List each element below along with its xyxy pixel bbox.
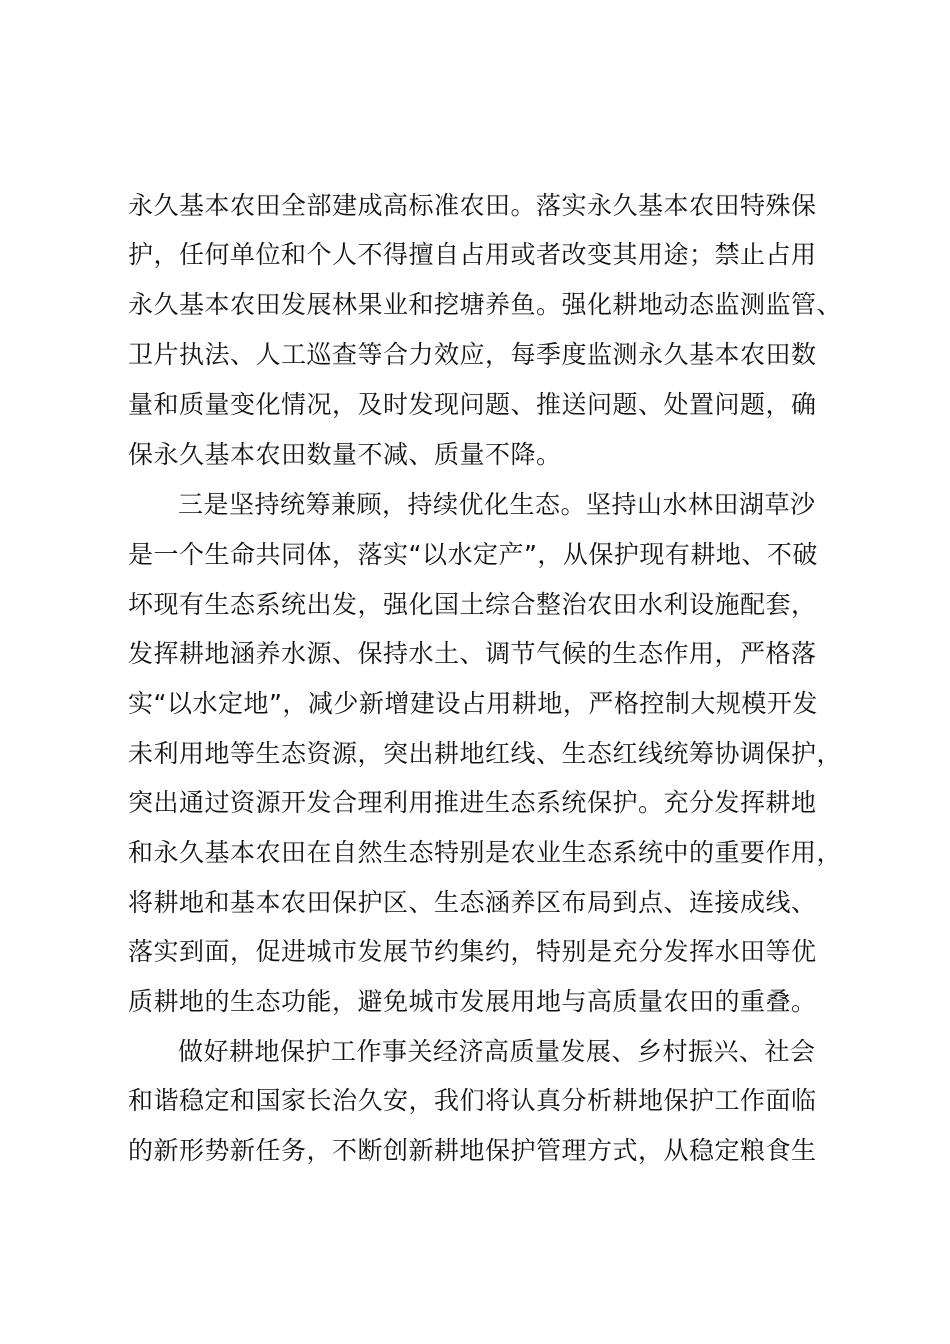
paragraph-1-line-3: 永久基本农田发展林果业和挖塘养鱼。强化耕地动态监测监管、 [128, 290, 843, 319]
paragraph-3-line-3: 的新形势新任务，不断创新耕地保护管理方式，从稳定粮食生 [128, 1136, 817, 1165]
paragraph-1-line-1: 永久基本农田全部建成高标准农田。落实永久基本农田特殊保 [128, 191, 817, 220]
paragraph-2-line-3: 坏现有生态系统出发，强化国土综合整治农田水利设施配套， [128, 590, 817, 619]
paragraph-1-line-4: 卫片执法、人工巡查等合力效应，每季度监测永久基本农田数 [128, 340, 817, 369]
paragraph-1-line-2: 护，任何单位和个人不得擅自占用或者改变其用途；禁止占用 [128, 240, 817, 269]
paragraph-2-line-11: 质耕地的生态功能，避免城市发展用地与高质量农田的重叠。 [128, 987, 817, 1016]
paragraph-2-line-1: 三是坚持统筹兼顾，持续优化生态。坚持山水林田湖草沙 [178, 490, 816, 519]
paragraph-1-line-6: 保永久基本农田数量不减、质量不降。 [128, 440, 562, 469]
paragraph-2-line-7: 突出通过资源开发合理利用推进生态系统保护。充分发挥耕地 [128, 788, 817, 817]
paragraph-3-line-1: 做好耕地保护工作事关经济高质量发展、乡村振兴、社会 [178, 1037, 816, 1066]
paragraph-2-line-9: 将耕地和基本农田保护区、生态涵养区布局到点、连接成线、 [128, 888, 817, 917]
paragraph-3-line-2: 和谐稳定和国家长治久安，我们将认真分析耕地保护工作面临 [128, 1086, 817, 1115]
paragraph-2-line-6: 未利用地等生态资源，突出耕地红线、生态红线统筹协调保护， [128, 739, 843, 768]
paragraph-2-line-5: 实“以水定地”，减少新增建设占用耕地，严格控制大规模开发 [128, 689, 818, 718]
paragraph-1-line-5: 量和质量变化情况，及时发现问题、推送问题、处置问题，确 [128, 390, 817, 419]
paragraph-2-line-8: 和永久基本农田在自然生态特别是农业生态系统中的重要作用， [128, 838, 843, 867]
paragraph-2-line-10: 落实到面，促进城市发展节约集约，特别是充分发挥水田等优 [128, 937, 817, 966]
paragraph-2-line-2: 是一个生命共同体，落实“以水定产”，从保护现有耕地、不破 [128, 540, 818, 569]
paragraph-2-line-4: 发挥耕地涵养水源、保持水土、调节气候的生态作用，严格落 [128, 639, 817, 668]
